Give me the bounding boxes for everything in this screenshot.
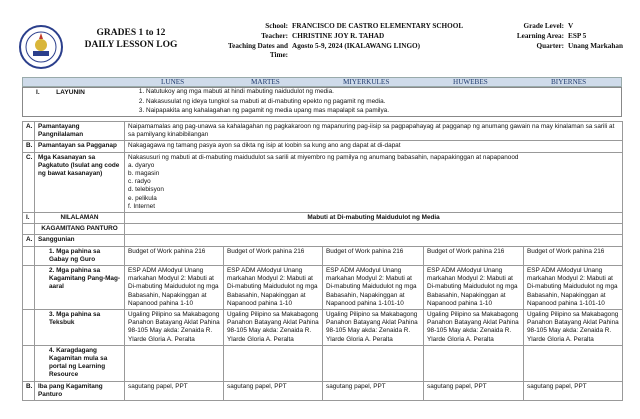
kasanayan-item: d. telebisyon [128,186,164,194]
quarter-value: Unang Markahan [568,42,623,50]
table-cell: Ugaling Pilipino sa Makabagong Panahon Batayang Aklat Pahina 98-105 May akda: Zenaida R. Ylarde Gloria A. Peralta [125,310,224,346]
table-cell: ESP ADM AModyul Unang markahan Modyul 2: Mabuti at Di-mabuting Maidudulot ng mga Babasahin, Napakinggan at Napanood pahina 1-10 [125,266,224,310]
table-cell: sagutang papel, PPT [224,381,323,400]
dates-label-line-1: Teaching Dates and [228,42,289,50]
row-label: 3. Mga pahina sa Teksbuk [35,310,125,346]
row-code [23,266,35,310]
table-cell: Budget of Work pahina 216 [424,246,524,265]
day-thursday: HUWEBES [453,78,488,86]
table-cell: sagutang papel, PPT [125,381,224,400]
kasanayan-intro: Nakasusuri ng mabuti at di-mabuting maidudulot sa sarili at miyembro ng pamilya ng anumang babasahin, napapakinggan at napapanood [128,153,519,161]
row-pamantayan-sa-pagganap [23,141,623,152]
day-friday: BIYERNES [551,78,587,86]
row-kasanayan [23,152,623,212]
title-line-1: GRADES 1 to 12 [96,28,166,38]
teacher-label: Teacher: [261,32,289,40]
area-value: ESP 5 [568,32,587,40]
row-label: Iba pang Kagamitang Panturo [35,381,125,400]
row-label: NILALAMAN [35,213,125,224]
table-cell: Ugaling Pilipino sa Makabagong Panahon Batayang Aklat Pahina 98-105 May akda: Zenaida R. Ylarde Gloria A. Peralta [323,310,424,346]
row-nilalaman [23,213,623,224]
table-cell: ESP ADM AModyul Unang markahan Modyul 2: Mabuti at Di-mabuting Maidudulot ng mga Babasahin, Napakinggan at Napanood pahina 1-10 [424,266,524,310]
layunin-list [130,87,389,116]
table-cell [224,345,323,381]
table-cell: sagutang papel, PPT [323,381,424,400]
row-label: 1. Mga pahina sa Gabay ng Guro [35,246,125,265]
row-code: I. [23,213,35,224]
table-cell: Ugaling Pilipino sa Makabagong Panahon Batayang Aklat Pahina 98-105 May akda: Zenaida R. Ylarde Gloria A. Peralta [224,310,323,346]
row-text: Naipamamalas ang pag-unawa sa kahalagahan ng pagkakaroon ng mapanuring pag-iisip sa pagpapahayag at pagganap ng anumang gawain na may kinalaman sa sarili at sa pamilyang kinabibilangan [125,122,623,141]
row-sanggunian [23,235,623,246]
layunin-item: 2. Nakasusulat ng ideya tungkol sa mabuti at di-mabuting epekto ng pagamit ng media. [146,97,389,107]
area-label: Learning Area: [516,32,565,40]
table-cell: sagutang papel, PPT [424,381,524,400]
dates-label [226,42,290,60]
table-cell [524,345,623,381]
school-value: FRANCISCO DE CASTRO ELEMENTARY SCHOOL [292,22,464,30]
row-code: A. [23,235,35,246]
grade-label: Grade Level: [523,22,565,30]
row-label: Pamantayang Pangnilalaman [35,122,125,141]
row-iba-pang-kagamitan [23,381,623,400]
dates-value: Agosto 5-9, 2024 (IKALAWANG LINGO) [292,42,421,50]
row-code: B. [23,141,35,152]
row-code: B. [23,381,35,400]
row-text [125,152,623,212]
table-cell: Budget of Work pahina 216 [125,246,224,265]
row-text: Mabuti at Di-mabuting Maidudulot ng Media [125,213,623,224]
table-cell: Ugaling Pilipino sa Makabagong Panahon Batayang Aklat Pahina 98-105 May akda: Zenaida R. Ylarde Gloria A. Peralta [524,310,623,346]
day-monday: LUNES [161,78,185,86]
row-code [23,310,35,346]
row-label: Sanggunian [35,235,125,246]
deped-seal-icon [18,24,64,70]
layunin-item: 1. Natutukoy ang mga mabuti at hindi mabuting naidudulot ng media. [146,87,389,97]
layunin-item: 3. Naipapakita ang kahalagahan ng pagamit ng media upang mas mapalapit sa pamilya. [146,106,389,116]
row-label: 4. Karagdagang Kagamitan mula sa portal ng Learning Resource [35,345,125,381]
row-text [125,235,623,246]
dates-label-line-2: Time: [269,51,289,59]
title-line-2: DAILY LESSON LOG [84,40,178,50]
table-cell: sagutang papel, PPT [524,381,623,400]
layunin-label: I. LAYUNIN [36,89,85,96]
row-kagamitang-panturo [23,224,623,235]
row-pamantayang-pangnilalaman [23,122,623,141]
lesson-table [22,121,623,401]
row-text [125,224,623,235]
kasanayan-item: c. radyo [128,178,151,186]
kasanayan-item: f. Internet [128,202,155,210]
table-cell: Budget of Work pahina 216 [323,246,424,265]
school-label: School: [265,22,289,30]
row-code: C. [23,152,35,212]
day-wednesday: MIYERKULES [343,78,390,86]
table-cell: ESP ADM AModyul Unang markahan Modyul 2: Mabuti at Di-mabuting Maidudulot ng mga Babasahin, Napakinggan at Napanood pahina 1-101-10 [524,266,623,310]
row-code: A. [23,122,35,141]
kasanayan-item: e. pelikula [128,194,157,202]
kasanayan-item: b. magasin [128,170,160,178]
row-gabay-ng-guro [23,246,623,265]
table-cell [125,345,224,381]
row-kagamitang-pang-mag-aaral [23,266,623,310]
table-cell: Ugaling Pilipino sa Makabagong Panahon Batayang Aklat Pahina 98-105 May akda: Zenaida R. Ylarde Gloria A. Peralta [424,310,524,346]
table-cell: ESP ADM AModyul Unang markahan Modyul 2: Mabuti at Di-mabuting Maidudulot ng mga Babasahin, Napakinggan at Napanood pahina 1-10 [224,266,323,310]
row-code [23,246,35,265]
row-karagdagang-kagamitan [23,345,623,381]
table-cell: Budget of Work pahina 216 [524,246,623,265]
days-header [22,77,622,87]
row-code [23,224,35,235]
row-label: KAGAMITANG PANTURO [35,224,125,235]
row-label: Pamantayan sa Pagganap [35,141,125,152]
row-label: Mga Kasanayan sa Pagkatuto (Isulat ang code ng bawat kasanayan) [35,152,125,212]
header-info-table [226,22,625,60]
table-cell: ESP ADM AModyul Unang markahan Modyul 2: Mabuti at Di-mabuting Maidudulot ng mga Babasahin, Napakinggan at Napanood pahina 1-101-10 [323,266,424,310]
row-teksbuk [23,310,623,346]
kasanayan-item: a. dyaryo [128,161,155,169]
row-code [23,345,35,381]
grade-value: V [568,22,574,30]
row-text: Nakagagawa ng tamang pasya ayon sa dikta ng isip at loobin sa kung ano ang dapat at di-dapat [125,141,623,152]
table-cell: Budget of Work pahina 216 [224,246,323,265]
quarter-label: Quarter: [536,42,565,50]
teacher-value: CHRISTINE JOY R. TAHAD [292,32,385,40]
table-cell [323,345,424,381]
day-tuesday: MARTES [251,78,280,86]
row-label: 2. Mga pahina sa Kagamitang Pang-Mag-aaral [35,266,125,310]
document-title [70,27,192,51]
table-cell [424,345,524,381]
